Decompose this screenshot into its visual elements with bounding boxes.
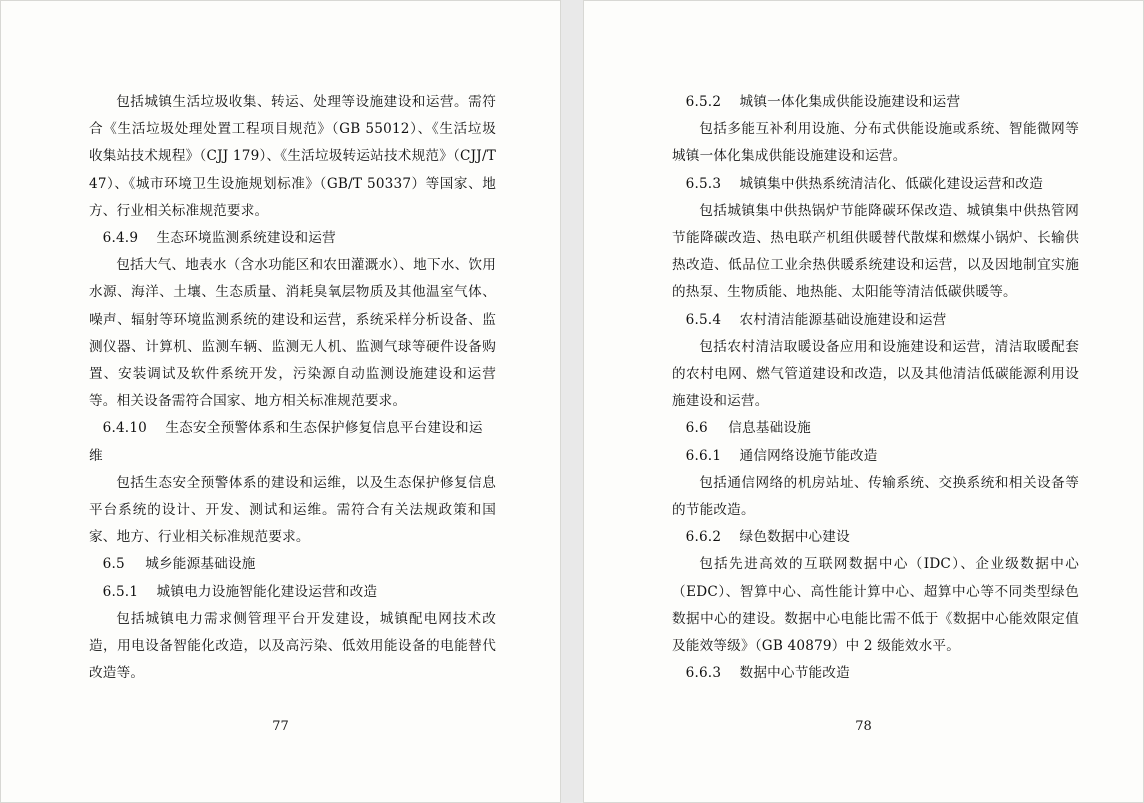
section-number: 6.6 xyxy=(685,420,708,437)
section-title: 通信网络设施节能改造 xyxy=(739,447,878,464)
section-number: 6.5.3 xyxy=(685,175,722,192)
section-title: 信息基础设施 xyxy=(728,420,811,437)
section-number: 6.5.2 xyxy=(685,94,722,110)
section-title: 城镇电力设施智能化建设运营和改造 xyxy=(156,583,378,600)
section-number: 6.5 xyxy=(102,556,125,573)
page-number: 78 xyxy=(855,719,872,734)
section-title: 城镇集中供热系统清洁化、低碳化建设运营和改造 xyxy=(739,175,1044,192)
paragraph: 包括城镇集中供热锅炉节能降碳环保改造、城镇集中供热管网节能降碳改造、热电联产机组供暖替代散煤和燃煤小锅炉、长输供热改造、低品位工业余热供暖系统建设和运营，以及因地制宜实施的热泵、生物质能、地热能、太阳能等清洁低碳供暖等。 xyxy=(672,202,1079,301)
section-heading xyxy=(672,171,1079,198)
page-left xyxy=(0,0,561,803)
section-number: 6.6.1 xyxy=(685,447,722,464)
paragraph: 包括农村清洁取暖设备应用和设施建设和运营，清洁取暖配套的农村电网、燃气管道建设和改造，以及其他清洁低碳能源利用设施建设和运营。 xyxy=(672,338,1079,410)
section-heading xyxy=(672,660,1079,687)
section-heading xyxy=(672,307,1079,334)
section-title: 数据中心节能改造 xyxy=(739,665,850,682)
section-number: 6.5.1 xyxy=(102,583,139,600)
paragraph: 包括先进高效的互联网数据中心（IDC）、企业级数据中心（EDC）、智算中心、高性能计算中心、超算中心等不同类型绿色数据中心的建设。数据中心电能比需不低于《数据中心能效限定值及能效等级》（GB 40879）中 2 级能效水平。 xyxy=(672,556,1079,655)
section-heading xyxy=(672,524,1079,551)
section-number: 6.5.4 xyxy=(685,311,722,328)
section-title: 农村清洁能源基础设施建设和运营 xyxy=(739,311,947,328)
page-right-content xyxy=(672,89,1079,702)
page-left-content xyxy=(89,89,496,702)
section-title: 生态安全预警体系和生态保护修复信息平台建设和运维 xyxy=(89,420,483,464)
section-title: 绿色数据中心建设 xyxy=(739,529,850,546)
page-number: 77 xyxy=(272,719,289,734)
section-heading xyxy=(89,579,496,606)
section-heading xyxy=(89,415,496,469)
section-heading xyxy=(89,551,496,578)
section-number: 6.4.10 xyxy=(102,420,148,437)
section-title: 城镇一体化集成供能设施建设和运营 xyxy=(739,94,961,110)
section-number: 6.6.3 xyxy=(685,665,722,682)
section-heading xyxy=(672,415,1079,442)
section-heading xyxy=(89,225,496,252)
section-title: 生态环境监测系统建设和运营 xyxy=(156,230,336,247)
paragraph: 包括大气、地表水（含水功能区和农田灌溉水）、地下水、饮用水源、海洋、土壤、生态质量、消耗臭氧层物质及其他温室气体、噪声、辐射等环境监测系统的建设和运营，系统采样分析设备、监测仪器、计算机、监测车辆、监测无人机、监测气球等硬件设备购置、安装调试及软件系统开发，污染源自动监测设施建设和运营等。相关设备需符合国家、地方相关标准规范要求。 xyxy=(89,257,496,410)
paragraph: 包括城镇电力需求侧管理平台开发建设，城镇配电网技术改造，用电设备智能化改造，以及高污染、低效用能设备的电能替代改造等。 xyxy=(89,610,496,682)
section-title: 城乡能源基础设施 xyxy=(145,556,256,573)
section-number: 6.4.9 xyxy=(102,230,139,247)
paragraph: 包括生态安全预警体系的建设和运维，以及生态保护修复信息平台系统的设计、开发、测试和运维。需符合有关法规政策和国家、地方、行业相关标准规范要求。 xyxy=(89,474,496,546)
paragraph: 包括城镇生活垃圾收集、转运、处理等设施建设和运营。需符合《生活垃圾处理处置工程项目规范》（GB 55012）、《生活垃圾收集站技术规程》（CJJ 179）、《生活垃圾转运站技术规范》（CJJ/T 47）、《城市环境卫生设施规划标准》（GB/T 50337）等国家、地方、行业相关标准规范要求。 xyxy=(89,94,496,219)
section-number: 6.6.2 xyxy=(685,529,722,546)
paragraph: 包括通信网络的机房站址、传输系统、交换系统和相关设备等的节能改造。 xyxy=(672,474,1079,519)
section-heading xyxy=(672,89,1079,116)
paragraph: 包括多能互补利用设施、分布式供能设施或系统、智能微网等城镇一体化集成供能设施建设和运营。 xyxy=(672,121,1079,165)
section-heading xyxy=(672,443,1079,470)
page-right xyxy=(583,0,1144,803)
